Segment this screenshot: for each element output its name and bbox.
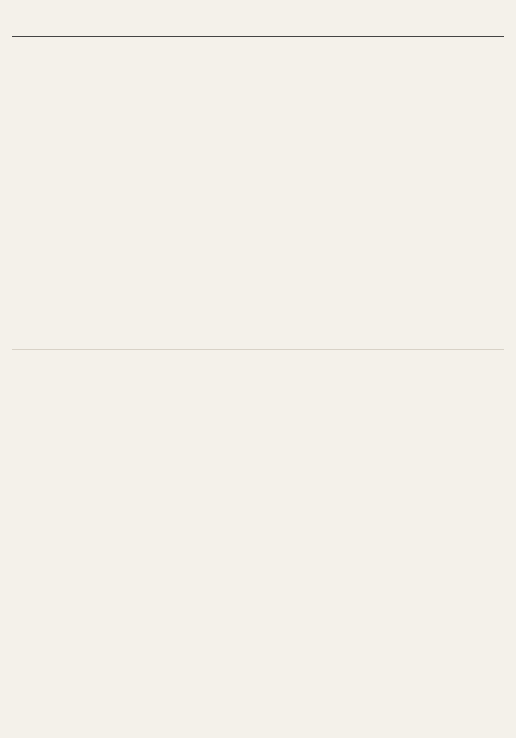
header-rule (12, 36, 504, 37)
block-divider (12, 349, 504, 350)
running-header (12, 10, 504, 32)
bottom-text-block (12, 358, 504, 696)
top-text-block (12, 46, 504, 341)
